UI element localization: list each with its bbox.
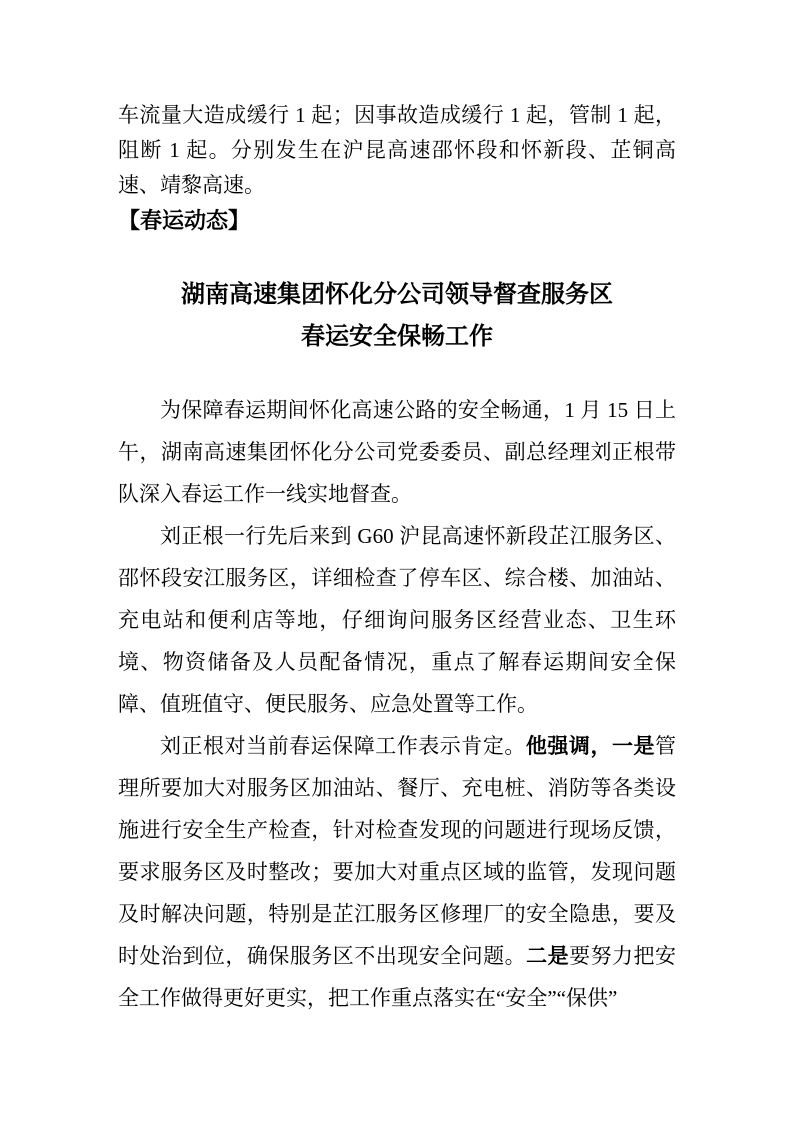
remarks-emphasis-second-point: 二是: [526, 944, 570, 968]
remarks-run-1: 刘正根对当前春运保障工作表示肯定。: [160, 734, 526, 758]
paragraph-inspection-details: 刘正根一行先后来到 G60 沪昆高速怀新段芷江服务区、邵怀段安江服务区，详细检查了停车区、综合楼、加油站、充电站和便利店等地，仔细询问服务区经营业态、卫生环境、物资储备及人员配备情况，重点了解春运期间安全保障、值班值守、便民服务、应急处置等工作。: [118, 524, 676, 716]
article-title-line-1: 湖南高速集团怀化分公司领导督查服务区: [181, 282, 613, 308]
remarks-run-5: 要努力把安全工作做得更好更实，把工作重点落实在“安全”“保供”: [118, 944, 677, 1010]
article-title: [118, 274, 676, 358]
paragraph-traffic-incidents: 车流量大造成缓行 1 起；因事故造成缓行 1 起，管制 1 起，阻断 1 起。分别发生在沪昆高速邵怀段和怀新段、芷铜高速、靖黎高速。: [118, 103, 676, 197]
paragraph-remarks: [118, 725, 676, 1019]
section-heading-chunyun-news: 【春运动态】: [118, 208, 251, 233]
remarks-run-3: 管理所要加大对服务区加油站、餐厅、充电桩、消防等各类设施进行安全生产检查，针对检查发现的问题进行现场反馈，要求服务区及时整改；要加大对重点区域的监管，发现问题及时解决问题，特别是芷江服务区修理厂的安全隐患，要及时处治到位，确保服务区不出现安全问题。: [118, 734, 677, 968]
article-title-line-2: 春运安全保畅工作: [301, 324, 493, 350]
remarks-emphasis-first-point: 他强调，一是: [525, 734, 656, 758]
paragraph-inspection-intro: 为保障春运期间怀化高速公路的安全畅通，1 月 15 日上午，湖南高速集团怀化分公司党委委员、副总经理刘正根带队深入春运工作一线实地督查。: [118, 398, 676, 506]
